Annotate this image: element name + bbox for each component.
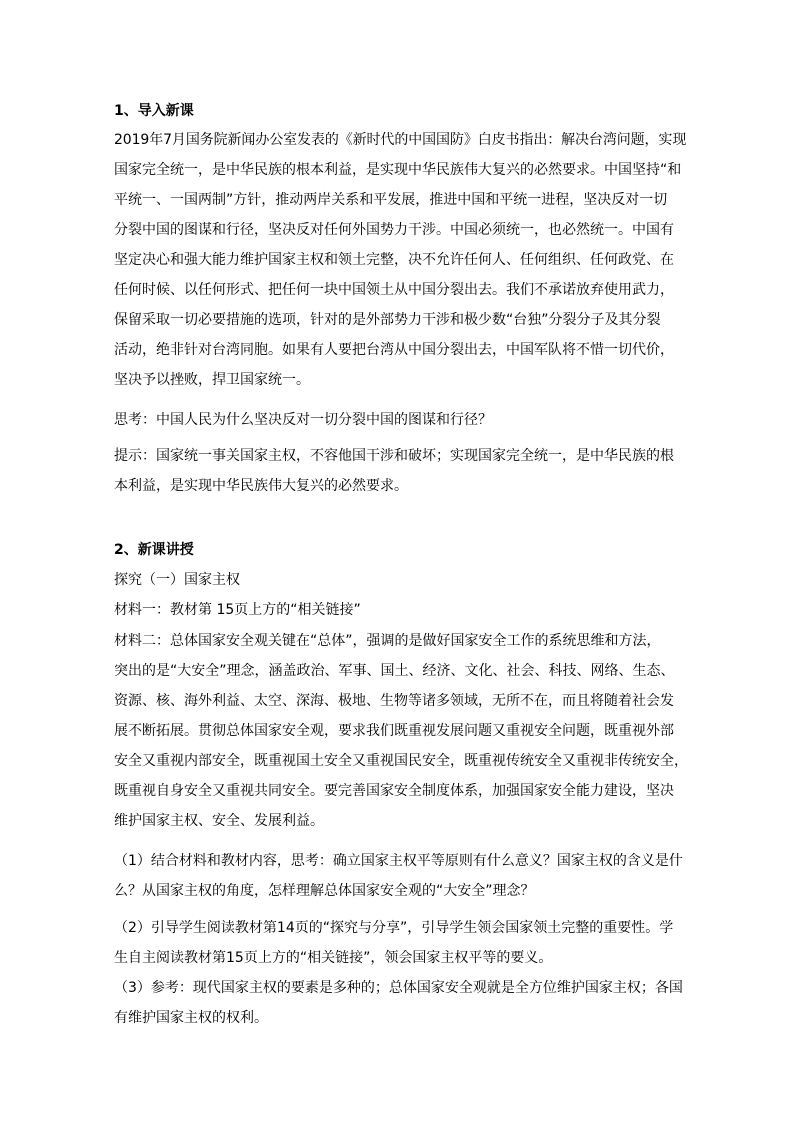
task-line: （3）参考：现代国家主权的要素是多种的；总体国家安全观就是全方位维护国家主权；各国 (114, 980, 683, 996)
paragraph-line: 平统一、一国两制”方针，推动两岸关系和平发展，推进中国和平统一进程，坚决反对一切 (114, 192, 668, 208)
section-heading-1: 1、导入新课 (114, 103, 194, 119)
paragraph-line: 坚决予以挫败，捍卫国家统一。 (114, 372, 310, 388)
hint-line: 本利益，是实现中华民族伟大复兴的必然要求。 (114, 478, 408, 494)
paragraph-line: 任何时候、以任何形式、把任何一块中国领土从中国分裂出去。我们不承诺放弃使用武力， (114, 282, 674, 298)
task-line: 有维护国家主权的权利。 (114, 1010, 268, 1026)
paragraph-line: 坚定决心和强大能力维护国家主权和领土完整，决不允许任何人、任何组织、任何政党、在 (114, 252, 674, 268)
question-line: 思考：中国人民为什么坚决反对一切分裂中国的图谋和行径？ (114, 412, 492, 428)
material-line: 材料一：教材第 15页上方的“相关链接” (114, 602, 361, 618)
material-line: 展不断拓展。贯彻总体国家安全观，要求我们既重视发展问题又重视安全问题，既重视外部 (114, 723, 674, 739)
paragraph-line: 国家完全统一，是中华民族的根本利益，是实现中华民族伟大复兴的必然要求。中国坚持“和 (114, 162, 682, 178)
material-line: 资源、核、海外利益、太空、深海、极地、生物等诸多领域，无所不在，而且将随着社会发 (114, 693, 674, 709)
paragraph-line: 活动，绝非针对台湾同胞。如果有人要把台湾从中国分裂出去，中国军队将不惜一切代价， (114, 342, 674, 358)
hint-line: 提示：国家统一事关国家主权，不容他国干涉和破坏；实现国家完全统一，是中华民族的根 (114, 448, 674, 464)
material-line: 突出的是“大安全”理念，涵盖政治、军事、国土、经济、文化、社会、科技、网络、生态、 (114, 663, 675, 679)
paragraph-line: 保留采取一切必要措施的选项，针对的是外部势力干涉和极少数“台独”分裂分子及其分裂 (114, 312, 661, 328)
paragraph-line: 分裂中国的图谋和行径，坚决反对任何外国势力干涉。中国必须统一，也必然统一。中国有 (114, 222, 674, 238)
paragraph-line: 2019年7月国务院新闻办公室发表的《新时代的中国国防》白皮书指出：解决台湾问题，实现 (114, 132, 687, 148)
material-line: 既重视自身安全又重视共同安全。要完善国家安全制度体系，加强国家安全能力建设，坚决 (114, 783, 674, 799)
material-line: 维护国家主权、安全、发展利益。 (114, 813, 324, 829)
subheading-line: 探究（一）国家主权 (114, 572, 240, 588)
task-line: 生自主阅读教材第15页上方的“相关链接”，领会国家主权平等的要义。 (114, 950, 553, 966)
task-line: （2）引导学生阅读教材第14页的“探究与分享”，引导学生领会国家领土完整的重要性。学 (114, 920, 674, 936)
task-line: 么？从国家主权的角度，怎样理解总体国家安全观的“大安全”理念？ (114, 883, 535, 899)
material-line: 安全又重视内部安全，既重视国土安全又重视国民安全，既重视传统安全又重视非传统安全， (114, 753, 688, 769)
section-heading-2: 2、新课讲授 (114, 542, 194, 558)
material-line: 材料二：总体国家安全观关键在“总体”，强调的是做好国家安全工作的系统思维和方法， (114, 633, 661, 649)
task-line: （1）结合材料和教材内容，思考：确立国家主权平等原则有什么意义？国家主权的含义是什 (114, 853, 683, 869)
